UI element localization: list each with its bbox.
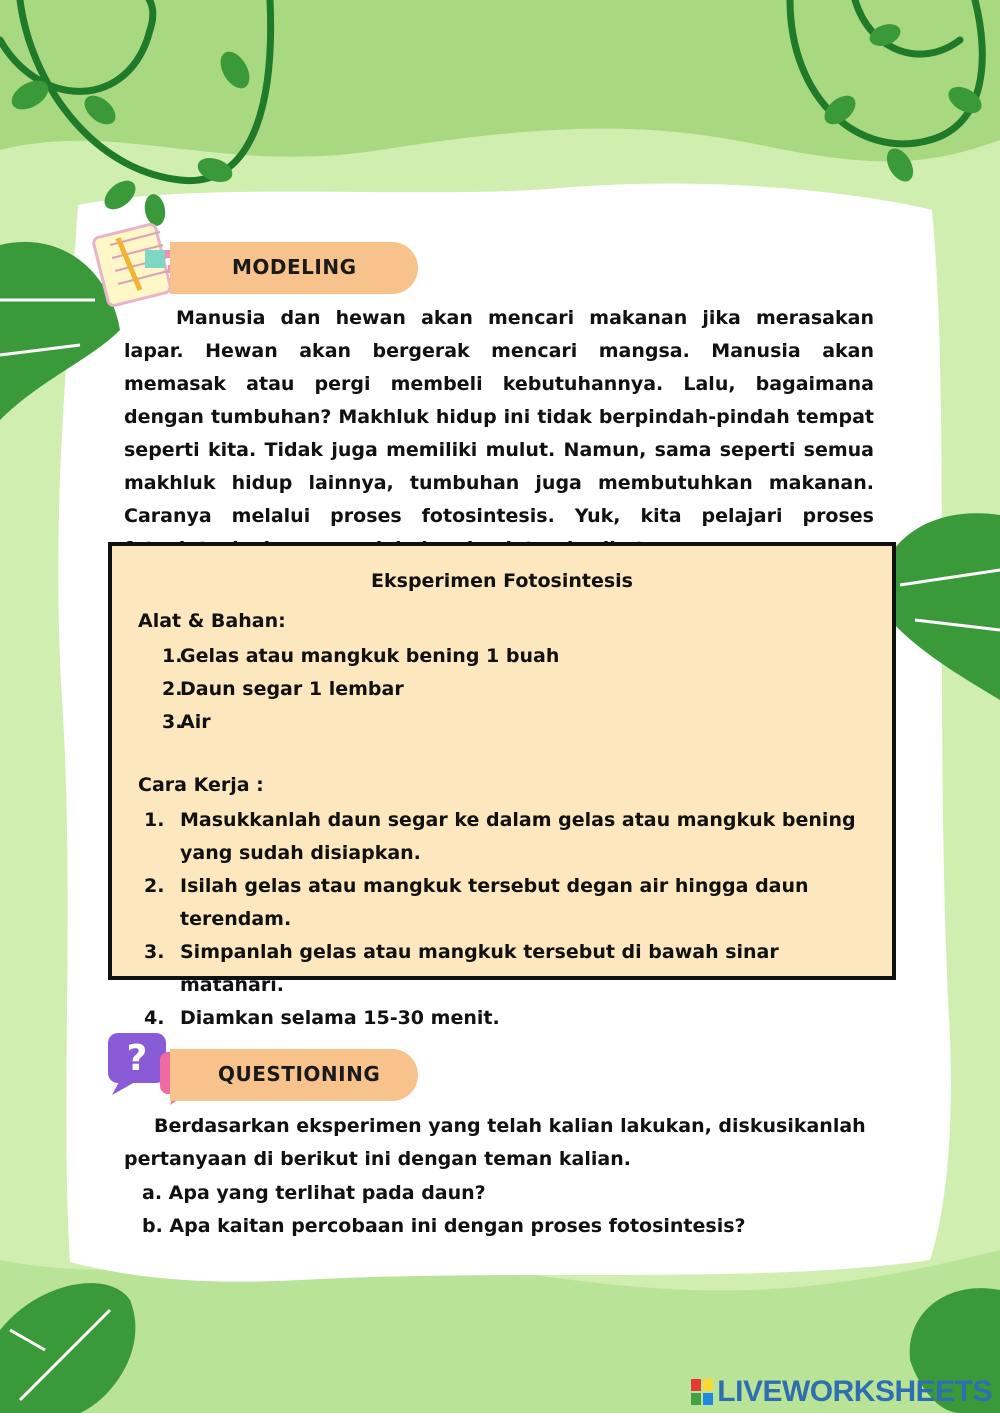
questions-list	[142, 1177, 746, 1243]
list-item: 2.Daun segar 1 lembar	[162, 678, 404, 700]
steps-label: Cara Kerja :	[138, 774, 264, 796]
questioning-heading: QUESTIONING	[218, 1062, 381, 1086]
liveworksheets-logo-icon	[691, 1379, 713, 1405]
question-item: b. Apa kaitan percobaan ini dengan proses fotosintesis?	[142, 1215, 746, 1237]
experiment-title: Eksperimen Fotosintesis	[371, 570, 633, 592]
liveworksheets-watermark	[691, 1375, 992, 1409]
list-item: 2. Isilah gelas atau mangkuk tersebut degan air hingga daun terendam.	[144, 875, 809, 930]
list-item: 1.Gelas atau mangkuk bening 1 buah	[162, 645, 560, 667]
question-item: a. Apa yang terlihat pada daun?	[142, 1182, 486, 1204]
modeling-heading: MODELING	[232, 255, 357, 279]
watermark-text: LIVEWORKSHEETS	[717, 1375, 992, 1408]
steps-list	[144, 804, 882, 1035]
svg-text:?: ?	[126, 1038, 148, 1079]
list-item: 3. Simpanlah gelas atau mangkuk tersebut di bawah sinar matahari.	[144, 941, 779, 996]
list-item: 3.Air	[162, 711, 211, 733]
list-item: 4. Diamkan selama 15-30 menit.	[144, 1007, 500, 1029]
questioning-paragraph: Berdasarkan eksperimen yang telah kalian lakukan, diskusikanlah pertanyaan di berikut ini dengan teman kalian.	[124, 1115, 866, 1170]
tools-label: Alat & Bahan:	[138, 610, 286, 632]
modeling-paragraph: Manusia dan hewan akan mencari makanan jika merasakan lapar. Hewan akan bergerak mencari mangsa. Manusia akan memasak atau pergi membeli kebutuhannya. Lalu, bagaimana dengan tumbuhan? Makhluk hidup ini tidak berpindah-pindah tempat seperti kita. Tidak juga memiliki mulut. Namun, sama seperti semua makhluk hidup lainnya, tumbuhan juga membutuhkan makanan. Caranya melalui proses fotosintesis. Yuk, kita pelajari proses	[124, 307, 874, 527]
tools-list	[162, 640, 559, 739]
experiment-box	[108, 542, 896, 1029]
list-item: 1. Masukkanlah daun segar ke dalam gelas atau mangkuk bening yang sudah disiapkan.	[144, 809, 856, 864]
